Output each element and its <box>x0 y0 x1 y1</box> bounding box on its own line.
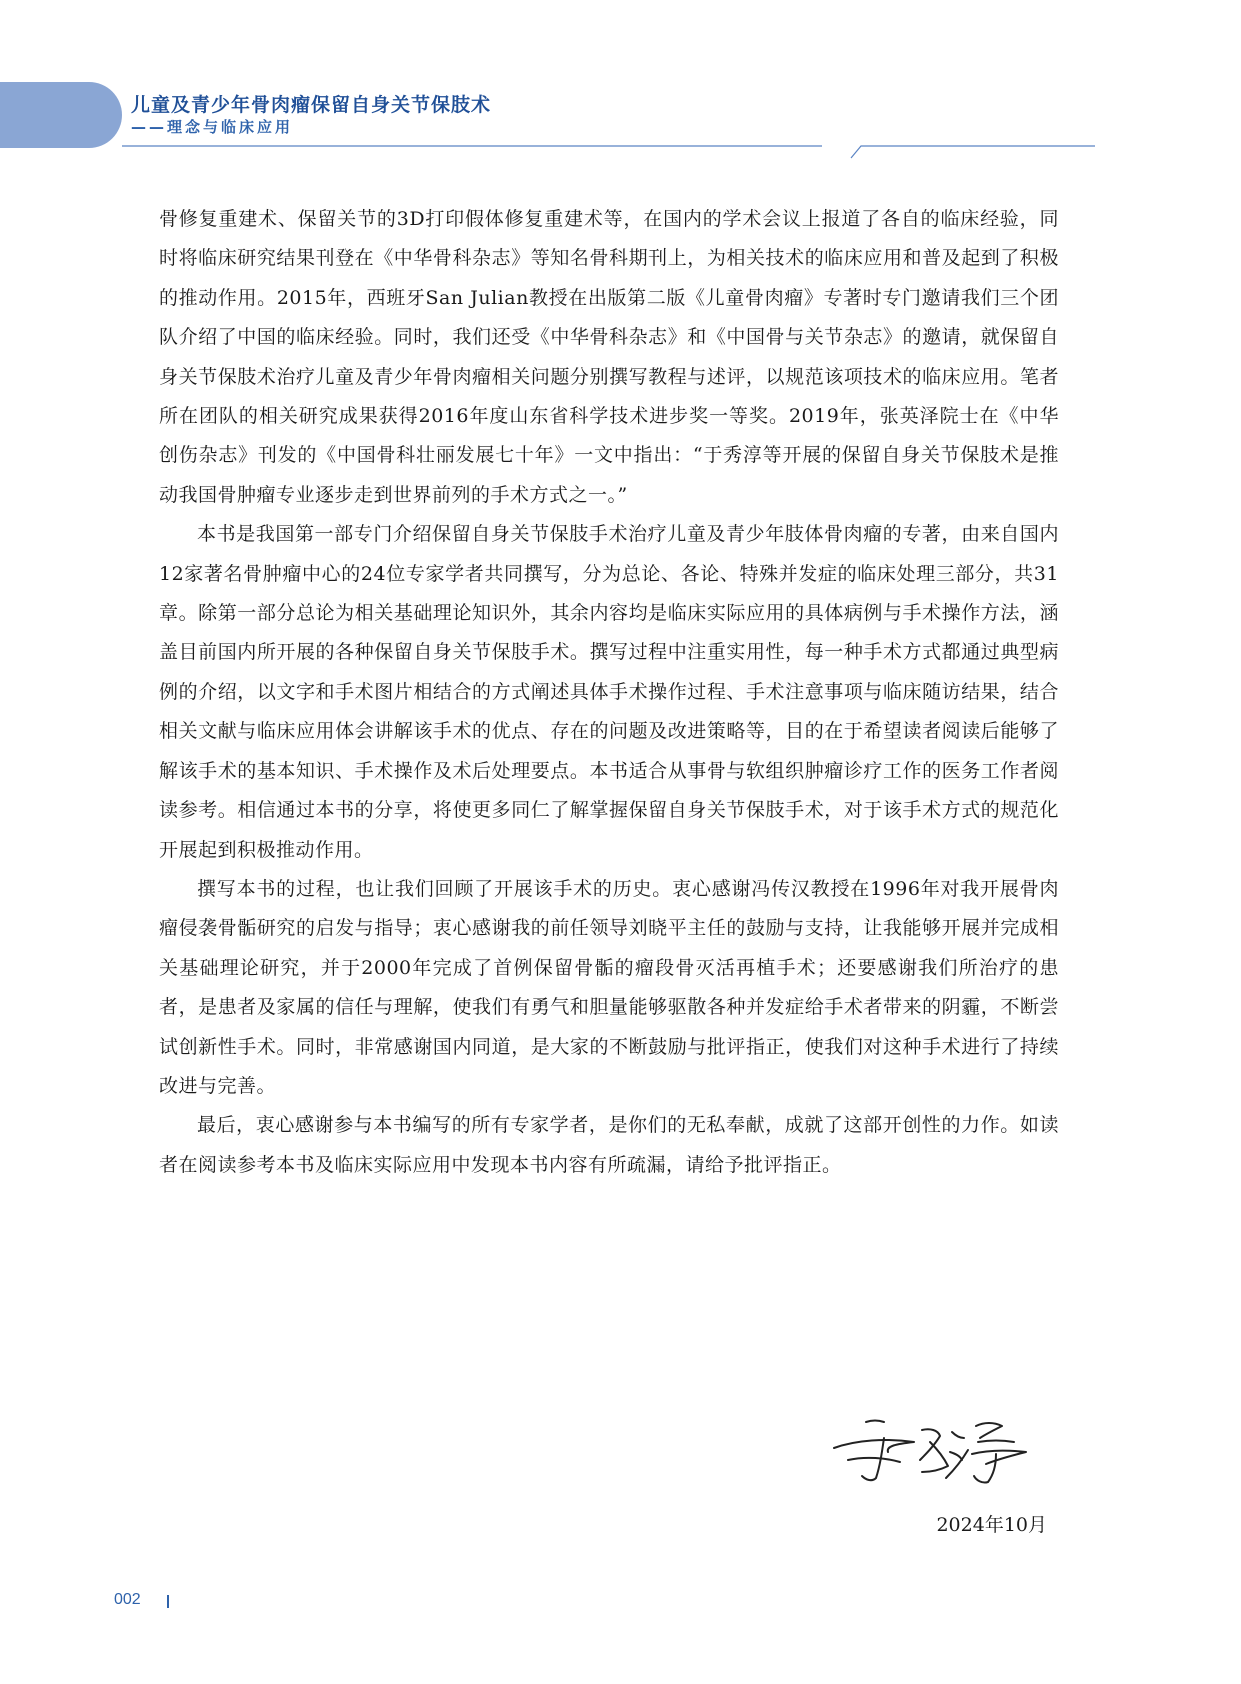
body-text <box>159 200 1059 1185</box>
header-rule <box>0 138 1241 168</box>
paragraph-continued: 骨修复重建术、保留关节的3D打印假体修复重建术等，在国内的学术会议上报道了各自的临床经验，同时将临床研究结果刊登在《中华骨科杂志》等知名骨科期刊上，为相关技术的临床应用和普及起到了积极的推动作用。2015年，西班牙San Julian教授在出版第二版《儿童骨肉瘤》专著时专门邀请我们三个团队介绍了中国的临床经验。同时，我们还受《中华骨科杂志》和《中国骨与关节杂志》的邀请，就保留自身关节保肢术治疗儿童及青少年骨肉瘤相关问题分别撰写教程与述评，以规范该项技术的临床应用。笔者所在团队的相关研究成果获得2016年度山东省科学技术进步奖一等奖。2019年，张英泽院士在《中华创伤杂志》刊发的《中国骨科壮丽发展七十年》一文中指出：“于秀淳等开展的保留自身关节保肢术是推动我国骨肿瘤专业逐步走到世界前列的手术方式之一。” <box>159 208 1059 506</box>
paragraph: 最后，衷心感谢参与本书编写的所有专家学者，是你们的无私奉献，成就了这部开创性的力作。如读者在阅读参考本书及临床实际应用中发现本书内容有所疏漏，请给予批评指正。 <box>159 1114 1059 1176</box>
signature-date: 2024年10月 <box>936 1514 1047 1536</box>
book-subtitle: ——理念与临床应用 <box>131 118 294 136</box>
book-title: 儿童及青少年骨肉瘤保留自身关节保肢术 <box>131 94 492 116</box>
page-number-divider <box>167 1595 169 1608</box>
handwritten-signature <box>826 1408 1046 1488</box>
paragraph: 本书是我国第一部专门介绍保留自身关节保肢手术治疗儿童及青少年肢体骨肉瘤的专著，由来自国内12家著名骨肿瘤中心的24位专家学者共同撰写，分为总论、各论、特殊并发症的临床处理三部分，共31章。除第一部分总论为相关基础理论知识外，其余内容均是临床实际应用的具体病例与手术操作方法，涵盖目前国内所开展的各种保留自身关节保肢手术。撰写过程中注重实用性，每一种手术方式都通过典型病例的介绍，以文字和手术图片相结合的方式阐述具体手术操作过程、手术注意事项与临床随访结果，结合相关文献与临床应用体会讲解该手术的优点、存在的问题及改进策略等，目的在于希望读者阅读后能够了解该手术的基本知识、手术操作及术后处理要点。本书适合从事骨与软组织肿瘤诊疗工作的医务工作者阅读参考。相信通过本书的分享，将使更多同仁了解掌握保留自身关节保肢手术，对于该手术方式的规范化开展起到积极推动作用。 <box>159 523 1059 861</box>
paragraph: 撰写本书的过程，也让我们回顾了开展该手术的历史。衷心感谢冯传汉教授在1996年对我开展骨肉瘤侵袭骨骺研究的启发与指导；衷心感谢我的前任领导刘晓平主任的鼓励与支持，让我能够开展并完成相关基础理论研究，并于2000年完成了首例保留骨骺的瘤段骨灭活再植手术；还要感谢我们所治疗的患者，是患者及家属的信任与理解，使我们有勇气和胆量能够驱散各种并发症给手术者带来的阴霾，不断尝试创新性手术。同时，非常感谢国内同道，是大家的不断鼓励与批评指正，使我们对这种手术进行了持续改进与完善。 <box>159 877 1059 1097</box>
header-rule-right <box>851 146 1095 158</box>
page-number: 002 <box>114 1591 141 1608</box>
